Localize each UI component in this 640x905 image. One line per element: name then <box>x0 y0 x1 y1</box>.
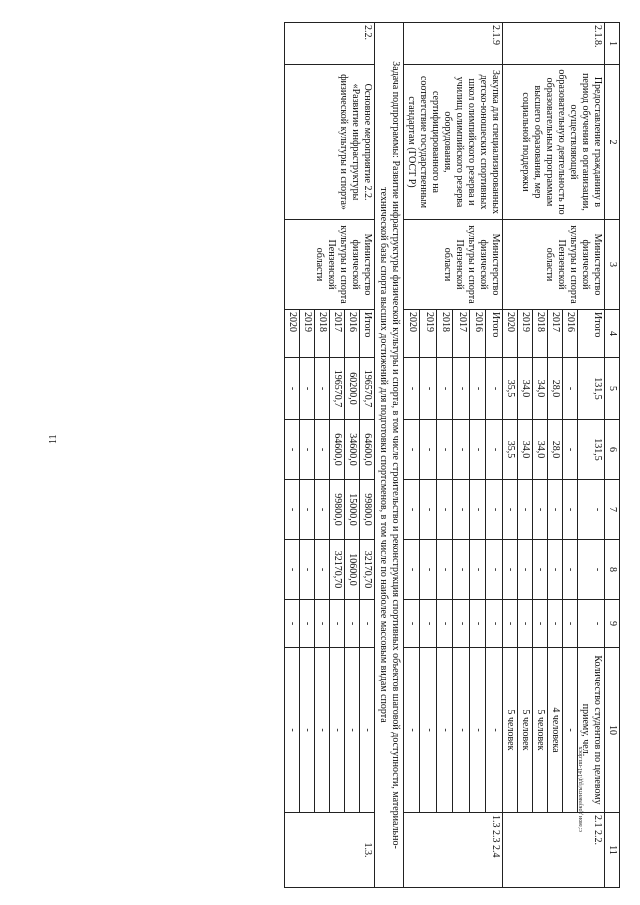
value-cell: - <box>453 480 470 540</box>
value-cell: 131,5 <box>578 358 605 420</box>
value-cell: - <box>285 600 300 648</box>
value-cell: 196570,7 <box>360 358 375 420</box>
value-cell: - <box>486 420 503 480</box>
value-cell: - <box>470 420 487 480</box>
item-name: Основное мероприятие 2.2. «Развитие инфраструктуры физической культуры и спорта» <box>285 65 375 220</box>
year-cell: 2019 <box>300 310 315 358</box>
footer-file-path: c:\мои документы\рд\141-пп.docx <box>578 746 584 832</box>
program-table <box>284 22 620 888</box>
value-cell: 4 человека <box>548 648 563 813</box>
year-cell: 2017 <box>453 310 470 358</box>
value-cell: 10600,0 <box>345 540 360 600</box>
value-cell: - <box>518 540 533 600</box>
value-cell: - <box>285 420 300 480</box>
value-cell: - <box>533 600 548 648</box>
item-number: 2.1.9 <box>404 23 503 65</box>
value-cell: - <box>420 648 437 813</box>
value-cell: - <box>453 540 470 600</box>
col-number: 9 <box>605 600 620 648</box>
value-cell: - <box>518 480 533 540</box>
value-cell: - <box>420 420 437 480</box>
value-cell: - <box>285 358 300 420</box>
table-row <box>486 23 503 888</box>
value-cell: - <box>578 480 605 540</box>
value-cell: - <box>300 600 315 648</box>
value-cell: - <box>563 358 578 420</box>
year-cell: 2019 <box>518 310 533 358</box>
col-number: 5 <box>605 358 620 420</box>
task-row <box>375 23 404 888</box>
value-cell: - <box>563 540 578 600</box>
year-cell: Итого <box>360 310 375 358</box>
item-executor: Министерство физической культуры и спорта Пензенской области <box>503 220 605 310</box>
value-cell: 34600,0 <box>345 420 360 480</box>
value-cell: - <box>437 480 454 540</box>
value-cell: - <box>470 648 487 813</box>
value-cell: - <box>404 358 421 420</box>
value-cell: - <box>285 648 300 813</box>
year-cell: 2016 <box>470 310 487 358</box>
value-cell: 35,5 <box>503 420 518 480</box>
value-cell: - <box>360 600 375 648</box>
year-cell: 2016 <box>345 310 360 358</box>
value-cell: - <box>330 600 345 648</box>
value-cell: - <box>345 648 360 813</box>
value-cell: - <box>404 600 421 648</box>
value-cell: - <box>420 540 437 600</box>
year-cell: 2020 <box>503 310 518 358</box>
table-row <box>360 23 375 888</box>
item-number: 2.1.8. <box>503 23 605 65</box>
item-executor: Министерство физической культуры и спорта Пензенской области <box>285 220 375 310</box>
value-cell: 35,5 <box>503 358 518 420</box>
value-cell: 5 человек <box>533 648 548 813</box>
value-cell: 64600,0 <box>330 420 345 480</box>
value-cell: - <box>420 358 437 420</box>
value-cell: - <box>533 480 548 540</box>
value-cell: - <box>315 420 330 480</box>
value-cell: - <box>404 480 421 540</box>
year-cell: 2016 <box>563 310 578 358</box>
value-cell: 34,0 <box>518 358 533 420</box>
col-number: 7 <box>605 480 620 540</box>
value-cell: - <box>563 648 578 813</box>
task-section <box>375 23 404 888</box>
task-heading: Задача подпрограммы: Развитие инфраструктуры физической культуры и спорта, в том числе строительство и реконструкция спортивных объектов шаговой доступности, материально-технической базы спорта высших достижений для подготовки спортсменов, в том числе по наиболее массовым видам спорта <box>375 23 404 888</box>
item-name: Предоставление гражданину в период обучения в организации, осуществляющей образовательную деятельность по образовательным программам высшего образования, мер социальной поддержки <box>503 65 605 220</box>
value-cell: - <box>563 600 578 648</box>
value-cell: - <box>404 420 421 480</box>
value-cell: - <box>315 480 330 540</box>
value-cell: 34,0 <box>533 358 548 420</box>
year-cell: 2020 <box>404 310 421 358</box>
value-cell: - <box>437 648 454 813</box>
value-cell: - <box>315 600 330 648</box>
col-number: 10 <box>605 648 620 813</box>
value-cell: - <box>470 600 487 648</box>
value-cell: - <box>404 648 421 813</box>
section-2-1-8 <box>503 23 605 888</box>
value-cell: 131,5 <box>578 420 605 480</box>
value-cell: - <box>315 648 330 813</box>
value-cell: 60200,0 <box>345 358 360 420</box>
value-cell: - <box>486 358 503 420</box>
value-cell: 28,0 <box>548 420 563 480</box>
col-number: 11 <box>605 813 620 888</box>
value-cell: 5 человек <box>503 648 518 813</box>
value-cell: - <box>486 600 503 648</box>
value-cell: 32170,70 <box>330 540 345 600</box>
value-cell: - <box>548 540 563 600</box>
value-cell: - <box>437 420 454 480</box>
col-number: 4 <box>605 310 620 358</box>
value-cell: - <box>453 600 470 648</box>
value-cell: 196570,7 <box>330 358 345 420</box>
value-cell: - <box>360 648 375 813</box>
value-cell: - <box>315 540 330 600</box>
value-cell: - <box>437 358 454 420</box>
value-cell: 34,0 <box>533 420 548 480</box>
col-number: 6 <box>605 420 620 480</box>
value-cell: - <box>437 600 454 648</box>
value-cell: - <box>453 420 470 480</box>
year-cell: 2019 <box>420 310 437 358</box>
year-cell: 2018 <box>437 310 454 358</box>
value-cell: - <box>300 420 315 480</box>
value-cell: - <box>578 600 605 648</box>
value-cell: - <box>420 600 437 648</box>
value-cell: - <box>503 540 518 600</box>
year-cell: 2020 <box>285 310 300 358</box>
item-name: Закупка для специализированных детско-юношеских спортивных школ олимпийского резерва и училищ олимпийского резерва оборудования, сертифицированного на соответствие государственным стандартам (ГОСТ Р) <box>404 65 503 220</box>
col-number: 3 <box>605 220 620 310</box>
value-cell: - <box>300 648 315 813</box>
year-cell: 2017 <box>548 310 563 358</box>
value-cell: 99800,0 <box>330 480 345 540</box>
value-cell: - <box>486 540 503 600</box>
value-cell: - <box>563 420 578 480</box>
value-cell: - <box>548 600 563 648</box>
value-cell: - <box>548 480 563 540</box>
item-executor: Министерство физической культуры и спорта Пензенской области <box>404 220 503 310</box>
value-cell: - <box>578 540 605 600</box>
value-cell: - <box>503 600 518 648</box>
value-cell: - <box>486 648 503 813</box>
column-number-row <box>605 23 620 888</box>
value-cell: - <box>518 600 533 648</box>
value-cell: - <box>503 480 518 540</box>
indicator-name: Количество студентов по целевому приему, чел. <box>578 648 605 813</box>
value-cell: - <box>285 480 300 540</box>
link-numbers: 1.3. <box>285 813 375 888</box>
value-cell: 28,0 <box>548 358 563 420</box>
page-number: 11 <box>48 434 59 444</box>
col-number: 2 <box>605 65 620 220</box>
value-cell: - <box>470 358 487 420</box>
value-cell: - <box>285 540 300 600</box>
value-cell: - <box>533 540 548 600</box>
link-numbers: 1.3 2.3 2.4 <box>404 813 503 888</box>
value-cell: - <box>300 480 315 540</box>
item-number: 2.2. <box>285 23 375 65</box>
value-cell: - <box>315 358 330 420</box>
value-cell: 5 человек <box>518 648 533 813</box>
value-cell: 99800,0 <box>360 480 375 540</box>
section-2-2 <box>285 23 375 888</box>
value-cell: - <box>563 480 578 540</box>
year-cell: Итого <box>486 310 503 358</box>
value-cell: - <box>420 480 437 540</box>
value-cell: - <box>437 540 454 600</box>
value-cell: - <box>345 600 360 648</box>
value-cell: - <box>470 480 487 540</box>
value-cell: - <box>330 648 345 813</box>
value-cell: - <box>404 540 421 600</box>
year-cell: 2018 <box>315 310 330 358</box>
rotated-table-sheet <box>60 22 620 887</box>
value-cell: 34,0 <box>518 420 533 480</box>
value-cell: - <box>453 358 470 420</box>
year-cell: 2018 <box>533 310 548 358</box>
col-number: 8 <box>605 540 620 600</box>
value-cell: - <box>470 540 487 600</box>
value-cell: - <box>300 540 315 600</box>
value-cell: 15000,0 <box>345 480 360 540</box>
year-cell: 2017 <box>330 310 345 358</box>
section-2-1-9 <box>404 23 503 888</box>
value-cell: - <box>300 358 315 420</box>
value-cell: - <box>486 480 503 540</box>
year-cell: Итого <box>578 310 605 358</box>
link-numbers: 2.1 2.2. <box>503 813 605 888</box>
col-number: 1 <box>605 23 620 65</box>
value-cell: 64600,0 <box>360 420 375 480</box>
value-cell: - <box>453 648 470 813</box>
value-cell: 32170,70 <box>360 540 375 600</box>
